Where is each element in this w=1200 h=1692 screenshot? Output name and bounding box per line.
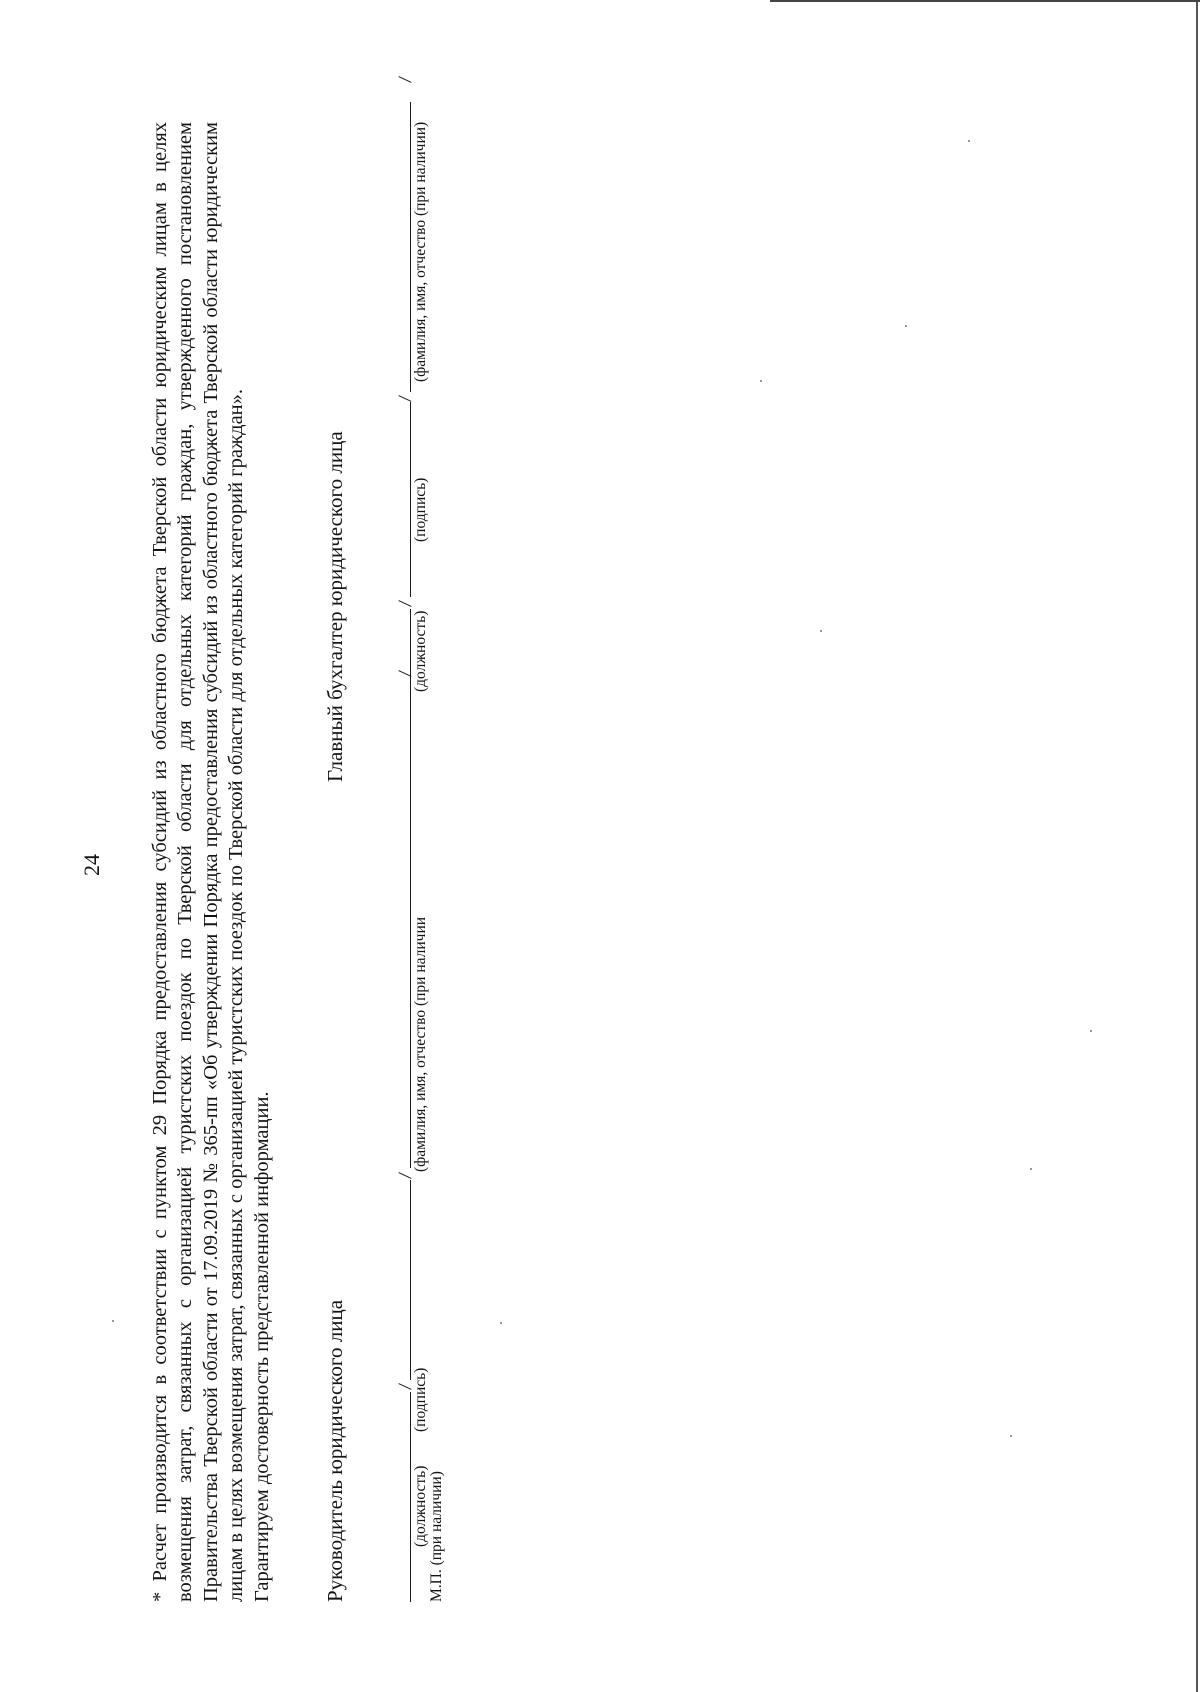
accountant-name-line: [410, 102, 411, 392]
accountant-position-caption: (должность): [412, 610, 429, 692]
head-name-caption: (фамилия, имя, отчество (при наличии: [412, 916, 429, 1172]
scan-speck: [968, 140, 970, 142]
accountant-signature-caption: (подпись): [412, 477, 429, 542]
scan-speck: [1090, 1030, 1092, 1032]
stamp-caption: М.П. (при наличии): [428, 1471, 445, 1602]
page-number: 24: [79, 854, 104, 876]
accountant-name-caption: (фамилия, имя, отчество (при наличии): [412, 121, 429, 382]
accountant-signature-line: [410, 402, 411, 597]
accountant-signer-title: Главный бухгалтер юридического лица: [323, 431, 347, 782]
head-signature-caption: (подпись): [412, 1367, 429, 1432]
head-separator-slash: [398, 1172, 411, 1179]
scan-speck: [1030, 1168, 1032, 1170]
scan-speck: [820, 630, 822, 632]
head-separator-slash: [398, 1383, 411, 1390]
scan-speck: [500, 1322, 502, 1324]
guarantee-statement: Гарантируем достоверность представленной информации.: [250, 1091, 273, 1602]
footnote-text: * Расчет производится в соответствии с пунктом 29 Порядка предоставления субсидий из областного бюджета Тверской области юридическим лицам в целях возмещения затрат, связанных с организацией туристских поездок по Тверской области для отдельных категорий граждан, утвержденного постановлением Правительства Тверской области от 17.09.2019 № 365-пп «Об утверждении Порядка предоставления субсидий из областного бюджета Тверской области юридическим лицам в целях возмещения затрат, связанных с организацией туристских поездок по Тверской области для отдельных категорий граждан».: [149, 122, 248, 1602]
accountant-separator-slash: [398, 76, 411, 83]
accountant-separator-slash: [398, 600, 411, 607]
footnote-block: [148, 122, 275, 1602]
accountant-separator-slash: [398, 395, 411, 402]
head-signature-line: [410, 1180, 411, 1380]
head-position-line: [410, 1392, 411, 1602]
head-signer-title: Руководитель юридического лица: [323, 1299, 347, 1602]
scan-speck: [905, 325, 907, 327]
head-position-caption: (должность): [412, 1465, 429, 1547]
scan-speck: [112, 1320, 114, 1322]
scan-speck: [760, 380, 762, 382]
accountant-position-line: [410, 609, 411, 784]
scan-speck: [1010, 1435, 1012, 1437]
